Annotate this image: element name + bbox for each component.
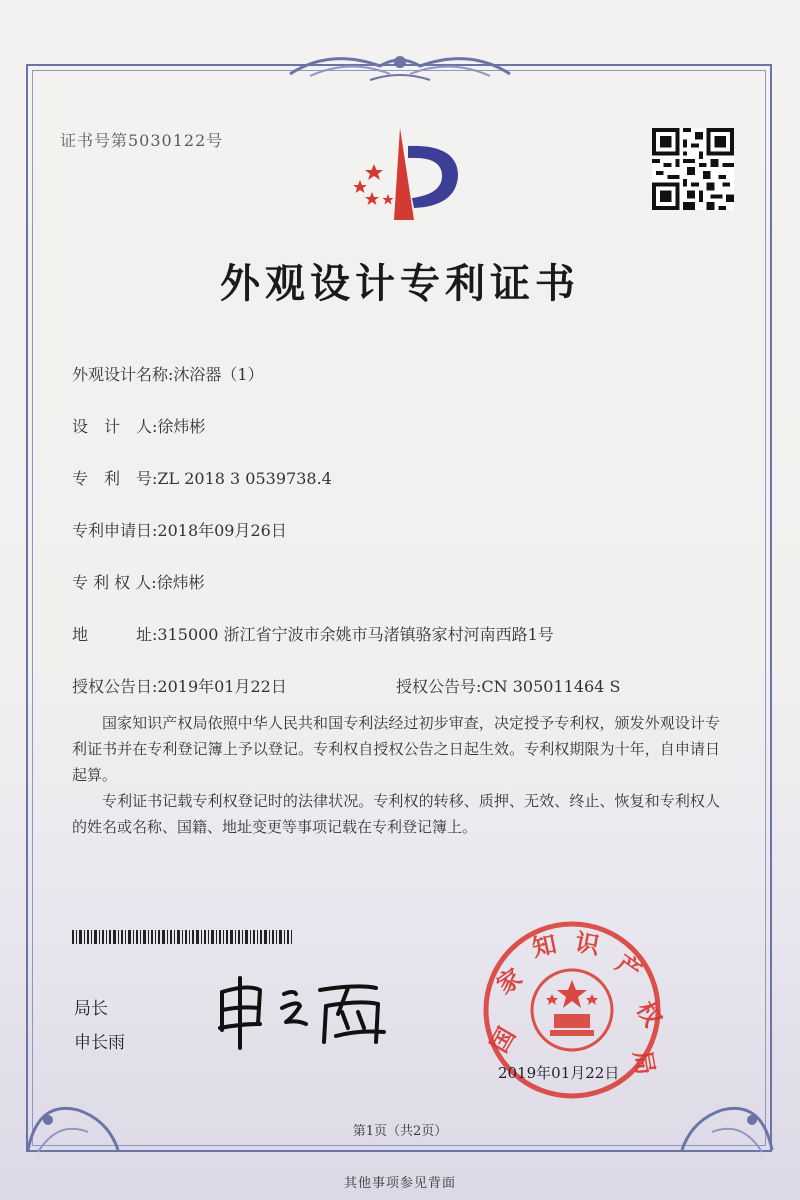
design-name-value: 沐浴器（1） [173,365,264,384]
address-label: 地 址: [72,625,158,644]
svg-text:局: 局 [628,1048,661,1077]
top-ornament-icon [270,44,530,92]
filing-date-value: 2018年09月26日 [157,521,287,540]
signature-icon [208,972,408,1052]
grant-date-label: 授权公告日: [72,677,158,696]
notice-paragraph-2: 专利证书记载专利权登记时的法律状况。专利权的转移、质押、无效、终止、恢复和专利权人的姓名或名称、国籍、地址变更等事项记载在专利登记簿上。 [72,792,720,836]
field-patent-no [72,466,332,489]
design-name-label: 外观设计名称: [72,365,174,384]
designer-value: 徐炜彬 [157,417,206,436]
patentee-value: 徐炜彬 [156,573,205,592]
field-designer [72,414,205,437]
grant-no-label: 授权公告号: [396,677,482,696]
grant-date-value: 2019年01月22日 [157,677,287,696]
director-name: 申长雨 [74,1033,125,1053]
field-address [72,622,554,645]
cnipa-logo-icon [338,124,466,224]
patent-no-label: 专 利 号: [72,469,158,488]
field-grant-date [72,674,287,697]
svg-text:权: 权 [630,996,668,1032]
barcode-icon [72,930,292,944]
field-filing-date [72,518,287,541]
svg-text:家: 家 [490,962,528,1000]
svg-text:知: 知 [529,929,559,963]
qr-code-icon [652,128,734,210]
field-design-name [72,362,264,385]
designer-label: 设 计 人: [72,417,158,436]
certificate-number: 证书号第5030122号 [60,131,224,150]
address-value: 315000 浙江省宁波市余姚市马渚镇骆家村河南西路1号 [157,625,554,644]
patentee-label: 专 利 权 人: [72,573,157,592]
patent-no-value: ZL 2018 3 0539738.4 [157,469,332,488]
page-number: 第1页（共2页） [352,1124,448,1139]
svg-text:产: 产 [610,948,648,986]
footer-note: 其他事项参见背面 [343,1176,456,1191]
certificate-title: 外观设计专利证书 [220,260,580,307]
svg-text:国: 国 [484,1022,522,1058]
field-patentee [72,570,205,593]
seal-date: 2019年01月22日 [498,1064,620,1082]
filing-date-label: 专利申请日: [72,521,158,540]
field-grant-no [396,674,620,697]
notice-paragraph-1: 国家知识产权局依照中华人民共和国专利法经过初步审查，决定授予专利权，颁发外观设计专利证书并在专利登记簿上予以登记。专利权自授权公告之日起生效。专利权期限为十年，自申请日起算。 [72,714,720,784]
director-title: 局长 [74,999,108,1019]
svg-text:识: 识 [573,927,602,960]
grant-no-value: CN 305011464 S [481,677,621,696]
